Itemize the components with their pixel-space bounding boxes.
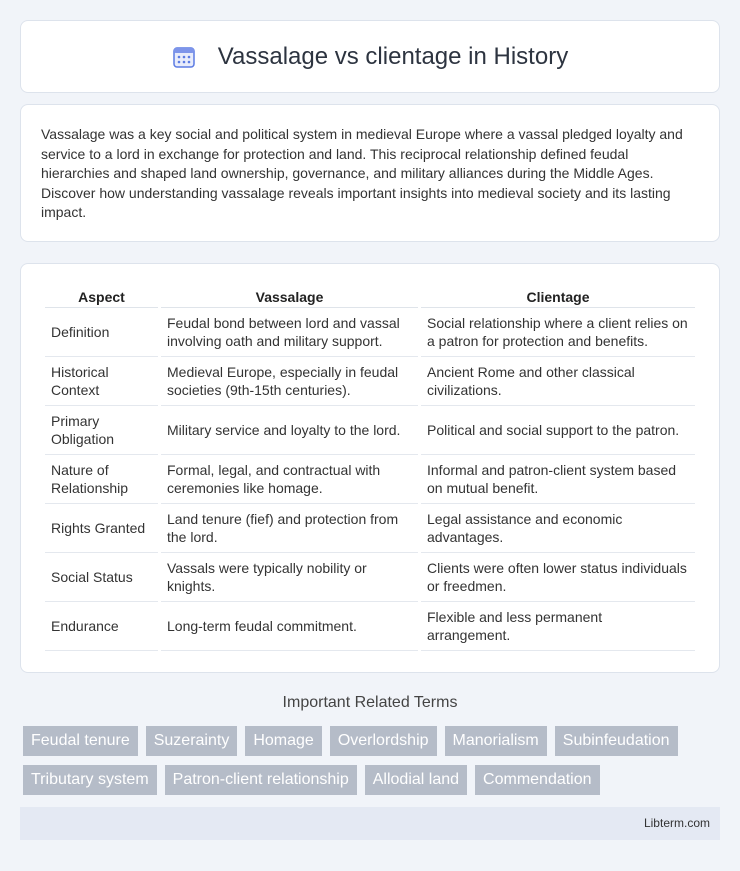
column-header-vassalage: Vassalage bbox=[161, 284, 418, 308]
related-term-tag[interactable]: Commendation bbox=[475, 765, 600, 795]
calendar-icon bbox=[172, 45, 196, 69]
table-cell: Vassals were typically nobility or knights. bbox=[161, 553, 418, 602]
table-row bbox=[45, 406, 695, 455]
related-term-tag[interactable]: Overlordship bbox=[330, 726, 437, 756]
table-cell: Long-term feudal commitment. bbox=[161, 602, 418, 651]
table-cell: Formal, legal, and contractual with ceremonies like homage. bbox=[161, 455, 418, 504]
related-term-tag[interactable]: Manorialism bbox=[445, 726, 547, 756]
table-cell: Informal and patron-client system based on mutual benefit. bbox=[421, 455, 695, 504]
table-cell: Medieval Europe, especially in feudal societies (9th-15th centuries). bbox=[161, 357, 418, 406]
footer bbox=[20, 807, 720, 840]
table-cell: Historical Context bbox=[45, 357, 158, 406]
column-header-aspect: Aspect bbox=[45, 284, 158, 308]
table-cell: Political and social support to the patron. bbox=[421, 406, 695, 455]
table-cell: Primary Obligation bbox=[45, 406, 158, 455]
table-cell: Social relationship where a client relies on a patron for protection and benefits. bbox=[421, 308, 695, 357]
table-cell: Definition bbox=[45, 308, 158, 357]
table-row bbox=[45, 504, 695, 553]
related-term-tag[interactable]: Suzerainty bbox=[146, 726, 238, 756]
table-row bbox=[45, 602, 695, 651]
table-header-row bbox=[45, 284, 695, 308]
related-term-tag[interactable]: Patron-client relationship bbox=[165, 765, 357, 795]
related-term-tag[interactable]: Allodial land bbox=[365, 765, 467, 795]
table-cell: Military service and loyalty to the lord. bbox=[161, 406, 418, 455]
related-term-tag[interactable]: Homage bbox=[245, 726, 321, 756]
comparison-table bbox=[42, 284, 698, 651]
table-cell: Legal assistance and economic advantages. bbox=[421, 504, 695, 553]
table-cell: Flexible and less permanent arrangement. bbox=[421, 602, 695, 651]
table-cell: Land tenure (fief) and protection from the lord. bbox=[161, 504, 418, 553]
table-cell: Social Status bbox=[45, 553, 158, 602]
table-cell: Endurance bbox=[45, 602, 158, 651]
table-cell: Nature of Relationship bbox=[45, 455, 158, 504]
page-title: Vassalage vs clientage in History bbox=[217, 42, 569, 70]
comparison-card bbox=[20, 263, 720, 673]
footer-link[interactable]: Libterm.com bbox=[643, 816, 710, 830]
related-terms-title: Important Related Terms bbox=[282, 694, 458, 711]
table-row bbox=[45, 455, 695, 504]
related-term-tag[interactable]: Tributary system bbox=[23, 765, 157, 795]
table-cell: Ancient Rome and other classical civilizations. bbox=[421, 357, 695, 406]
table-cell: Feudal bond between lord and vassal involving oath and military support. bbox=[161, 308, 418, 357]
related-term-tag[interactable]: Feudal tenure bbox=[23, 726, 138, 756]
related-term-tag[interactable]: Subinfeudation bbox=[555, 726, 678, 756]
header-card bbox=[20, 20, 720, 93]
intro-text: Vassalage was a key social and political system in medieval Europe where a vassal pledged loyalty and service to a lord in exchange for protection and land. This reciprocal relationship defined feudal hierarchies and shaped land ownership, governance, and military alliances during the Middle Ages. Discover how understanding vassalage reveals important insights into medieval society and its lasting impact. bbox=[41, 126, 683, 220]
table-cell: Rights Granted bbox=[45, 504, 158, 553]
related-terms-list bbox=[23, 726, 723, 795]
intro-card bbox=[20, 104, 720, 242]
table-cell: Clients were often lower status individuals or freedmen. bbox=[421, 553, 695, 602]
table-row bbox=[45, 308, 695, 357]
table-row bbox=[45, 553, 695, 602]
table-row bbox=[45, 357, 695, 406]
column-header-clientage: Clientage bbox=[421, 284, 695, 308]
